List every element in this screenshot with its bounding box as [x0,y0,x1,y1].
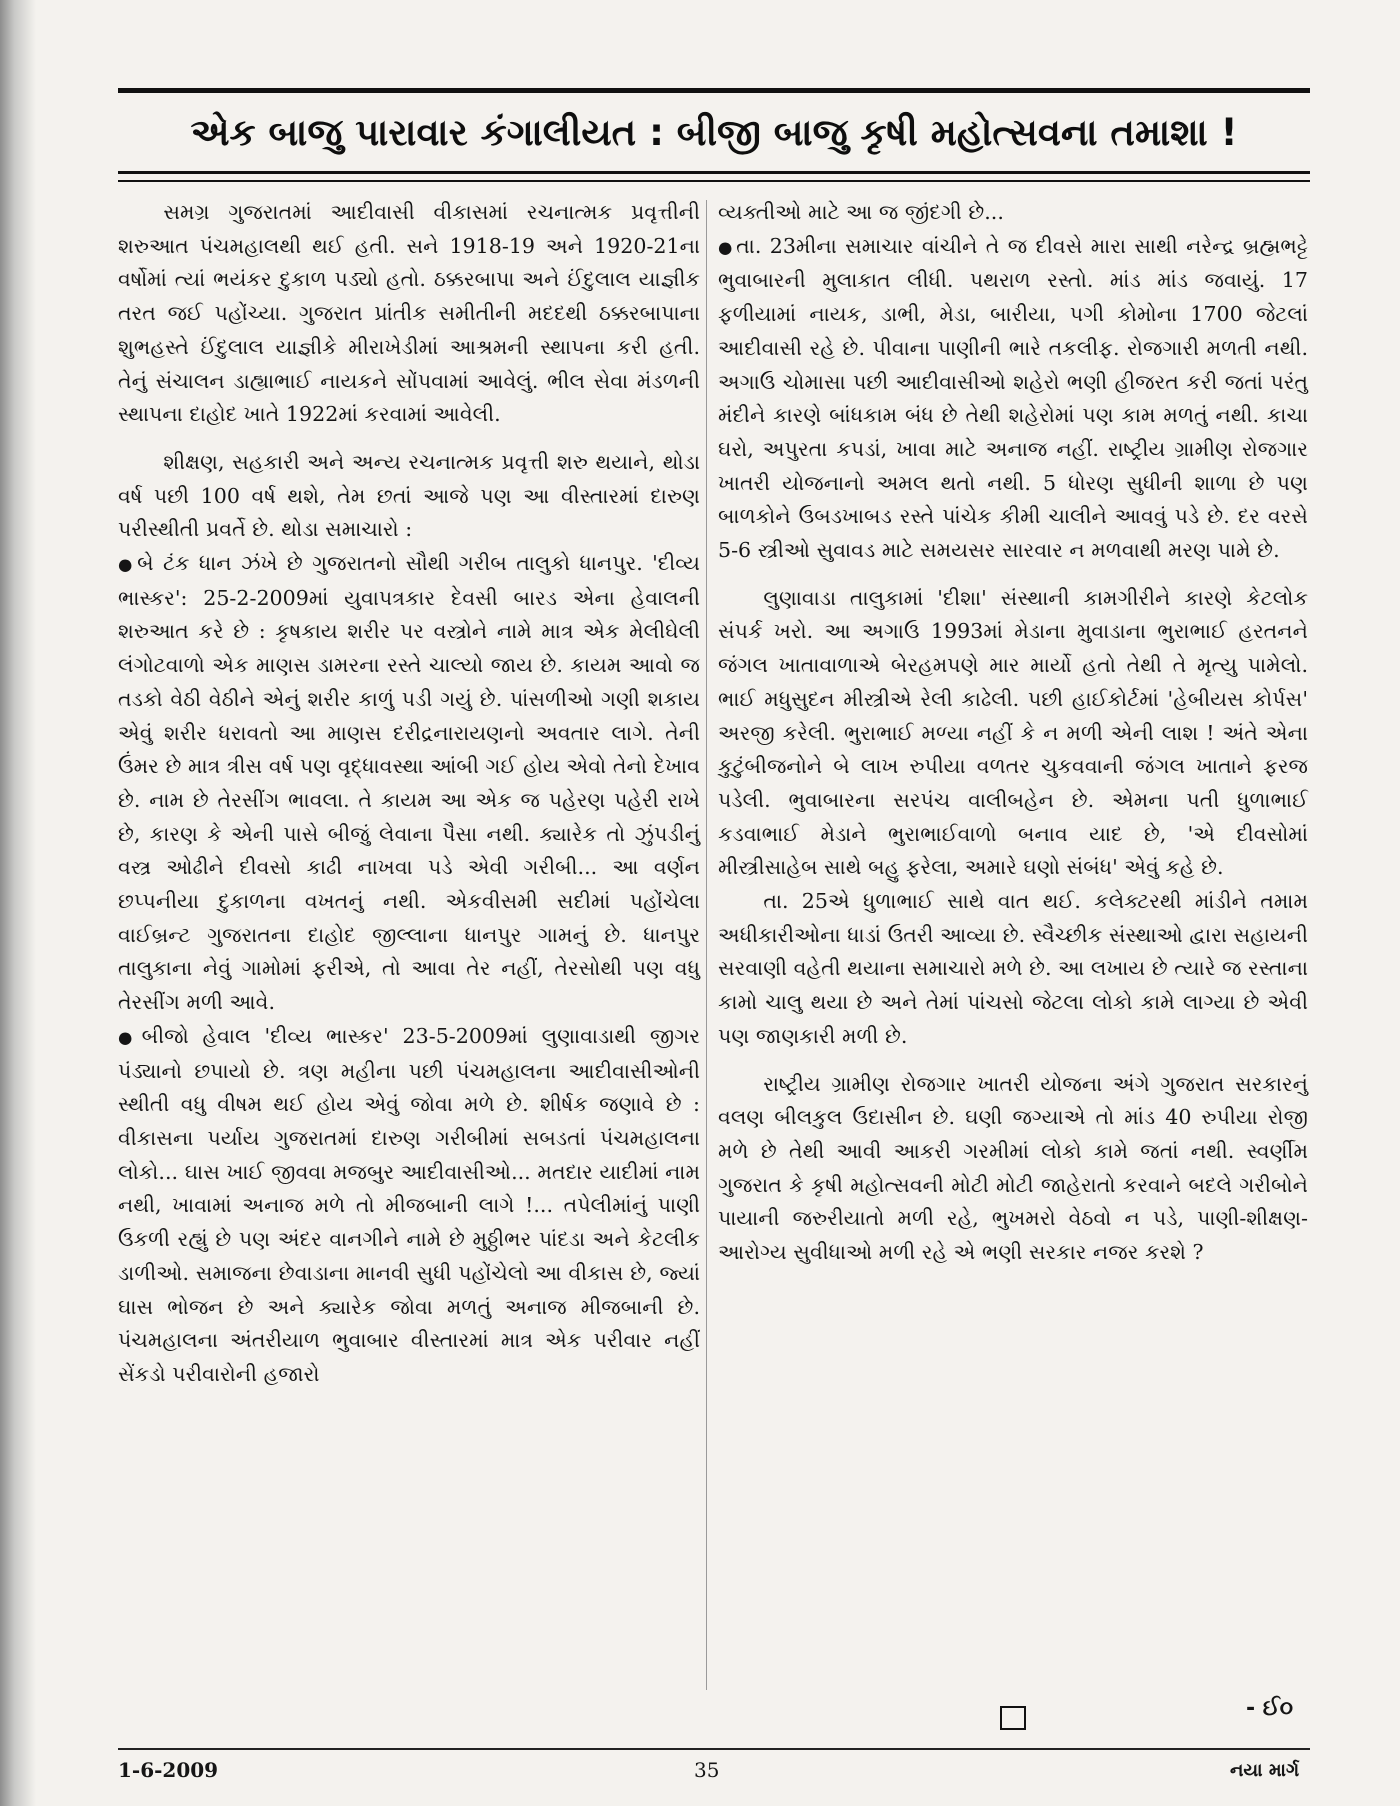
headline: એક બાજુ પારાવાર કંગાલીયત : બીજી બાજુ કૃષી મહોત્સવના તમાશા ! [190,111,1238,154]
bullet-paragraph [118,547,700,1020]
page-number: 35 [694,1758,720,1782]
bullet-paragraph [118,1020,700,1392]
right-column [718,196,1308,1270]
left-column [118,196,700,1392]
paragraph: લુણાવાડા તાલુકામાં 'દીશા' સંસ્થાની કામગીરીને કારણે કેટલોક સંપર્ક ખરો. આ અગાઉ 1993માં મેડાના મુવાડાના ભુરાભાઈ હરતનને જંગલ ખાતાવાળાએ બેરહમપણે માર માર્યો હતો તેથી તે મૃત્યુ પામેલો. ભાઈ મધુસુદન મીસ્ત્રીએ રેલી કાઢેલી. પછી હાઈકોર્ટમાં 'હેબીયસ કોર્પસ' અરજી કરેલી. ભુરાભાઈ મળ્યા નહીં કે ન મળી એની લાશ ! અંતે એના કુટુંબીજનોને બે લાખ રુપીયા વળતર ચુકવવાની જંગલ ખાતાને ફરજ પડેલી. ભુવાબારના સરપંચ વાલીબહેન છે. એમના પતી ધુળાભાઈ કડવાભાઈ મેડાને ભુરાભાઈવાળો બનાવ યાદ છે, 'એ દીવસોમાં મીસ્ત્રીસાહેબ સાથે બહુ ફરેલા, અમારે ઘણો સંબંધ' એવું કહે છે. [718,585,1308,880]
paragraph: તા. 25એ ધુળાભાઈ સાથે વાત થઈ. કલેક્ટરથી માંડીને તમામ અધીકારીઓના ધાડાં ઉતરી આવ્યા છે. સ્વૈચ્છીક સંસ્થાઓ દ્વારા સહાયની સરવાણી વહેતી થયાના સમાચારો મળે છે. આ લખાય છે ત્યારે જ રસ્તાના કામો ચાલુ થયા છે અને તેમાં પાંચસો જેટલા લોકો કામે લાગ્યા છે એવી પણ જાણકારી મળી છે. [718,889,1308,1048]
footer-date: 1-6-2009 [118,1758,219,1782]
bullet-icon [118,1024,142,1048]
column-divider [706,200,707,1690]
byline: - ઈ૦ [1246,1696,1294,1721]
bullet-paragraph [718,230,1308,568]
paragraph: શીક્ષણ, સહકારી અને અન્ય રચનાત્મક પ્રવૃત્તી શરુ થયાને, થોડા વર્ષ પછી 100 વર્ષ થશે, તેમ છતાં આજે પણ આ વીસ્તારમાં દારુણ પરીસ્થીતી પ્રવર્તે છે. થોડા સમાચારો : [118,449,700,542]
headline-top-rule [118,88,1310,93]
paragraph: વ્યક્તીઓ માટે આ જ જીંદગી છે... [718,200,1004,224]
headline-bottom-rule-thin [118,180,1310,182]
magazine-name: નયા માર્ગ [1230,1760,1300,1781]
scan-edge-shadow [0,0,36,1806]
footer-rule [118,1748,1310,1750]
bullet-text: બે ટંક ધાન ઝંખે છે ગુજરાતનો સૌથી ગરીબ તાલુકો ધાનપુર. 'દીવ્ય ભાસ્કર': 25-2-2009માં યુવાપત્રકાર દેવસી બારડ એના હેવાલની શરુઆત કરે છે : કૃષકાય શરીર પર વસ્ત્રોને નામે માત્ર એક મેલીઘેલી લંગોટવાળો એક માણસ ડામરના રસ્તે ચાલ્યો જાય છે. કાયમ આવો જ તડકો વેઠી વેઠીને એનું શરીર કાળું પડી ગયું છે. પાંસળીઓ ગણી શકાય એવું શરીર ધરાવતો આ માણસ દરીદ્રનારાયણનો અવતાર લાગે. તેની ઉંમર છે માત્ર ત્રીસ વર્ષ પણ વૃદ્ધાવસ્થા આંબી ગઈ હોય એવો તેનો દેખાવ છે. નામ છે તેરસીંગ ભાવલા. તે કાયમ આ એક જ પહેરણ પહેરી રાખે છે, કારણ કે એની પાસે બીજું લેવાના પૈસા નથી. ક્યારેક તો ઝુંપડીનું વસ્ત્ર ઓઢીને દીવસો કાઢી નાખવા પડે એવી ગરીબી... આ વર્ણન છપ્પનીયા દુકાળના વખતનું નથી. એકવીસમી સદીમાં પહોંચેલા વાઈબ્રન્ટ ગુજરાતના દાહોદ જીલ્લાના ધાનપુર ગામનું છે. ધાનપુર તાલુકાના નેવું ગામોમાં ફરીએ, તો આવા તેર નહીં, તેરસોથી પણ વધુ તેરસીંગ મળી આવે. [118,551,700,1015]
bullet-text: તા. 23મીના સમાચાર વાંચીને તે જ દીવસે મારા સાથી નરેન્દ્ર બ્રહ્મભટ્ટે ભુવાબારની મુલાકાત લીધી. પથરાળ રસ્તો. માંડ માંડ જવાયું. 17 ફળીયામાં નાયક, ડાભી, મેડા, બારીયા, પગી કોમોના 1700 જેટલાં આદીવાસી રહે છે. પીવાના પાણીની ભારે તકલીફ. રોજગારી મળતી નથી. અગાઉ ચોમાસા પછી આદીવાસીઓ શહેરો ભણી હીજરત કરી જતાં પરંતુ મંદીને કારણે બાંધકામ બંધ છે તેથી શહેરોમાં પણ કામ મળતું નથી. કાચા ઘરો, અપુરતા કપડાં, ખાવા માટે અનાજ નહીં. રાષ્ટ્રીય ગ્રામીણ રોજગાર ખાતરી યોજનાનો અમલ થતો નથી. 5 ધોરણ સુધીની શાળા છે પણ બાળકોને ઉબડખાબડ રસ્તે પાંચેક કીમી ચાલીને આવવું પડે છે. દર વરસે 5-6 સ્ત્રીઓ સુવાવડ માટે સમયસર સારવાર ન મળવાથી મરણ પામે છે. [718,233,1308,563]
paragraph: સમગ્ર ગુજરાતમાં આદીવાસી વીકાસમાં રચનાત્મક પ્રવૃત્તીની શરુઆત પંચમહાલથી થઈ હતી. સને 1918-19 અને 1920-21ના વર્ષોમાં ત્યાં ભયંકર દુકાળ પડ્યો હતો. ઠક્કરબાપા અને ઈંદુલાલ યાજ્ઞીક તરત જઈ પહોંચ્યા. ગુજરાત પ્રાંતીક સમીતીની મદદથી ઠક્કરબાપાના શુભહસ્તે ઈંદુલાલ યાજ્ઞીકે મીરાખેડીમાં આશ્રમની સ્થાપના કરી હતી. તેનું સંચાલન ડાહ્યાભાઈ નાયકને સોંપવામાં આવેલું. ભીલ સેવા મંડળની સ્થાપના દાહોદ ખાતે 1922માં કરવામાં આવેલી. [118,200,700,427]
bullet-text: બીજો હેવાલ 'દીવ્ય ભાસ્કર' 23-5-2009માં લુણાવાડાથી જીગર પંડ્યાનો છપાયો છે. ત્રણ મહીના પછી પંચમહાલના આદીવાસીઓની સ્થીતી વધુ વીષમ થઈ હોય એવું જોવા મળે છે. શીર્ષક જણાવે છે : વીકાસના પર્યાય ગુજરાતમાં દારુણ ગરીબીમાં સબડતાં પંચમહાલના લોકો... ઘાસ ખાઈ જીવવા મજબુર આદીવાસીઓ... મતદાર યાદીમાં નામ નથી, ખાવામાં અનાજ મળે તો મીજબાની લાગે !... તપેલીમાંનું પાણી ઉકળી રહ્યું છે પણ અંદર વાનગીને નામે છે મુઠ્ઠીભર પાંદડા અને કેટલીક ડાળીઓ. સમાજના છેવાડાના માનવી સુધી પહોંચેલો આ વીકાસ છે, જ્યાં ઘાસ ભોજન છે અને ક્યારેક જોવા મળતું અનાજ મીજબાની છે. પંચમહાલના અંતરીયાળ ભુવાબાર વીસ્તારમાં માત્ર એક પરીવાર નહીં સેંકડો પરીવારોની હજારો [118,1023,700,1386]
bullet-icon [718,234,736,258]
paragraph: રાષ્ટ્રીય ગ્રામીણ રોજગાર ખાતરી યોજના અંગે ગુજરાત સરકારનું વલણ બીલકુલ ઉદાસીન છે. ઘણી જગ્યાએ તો માંડ 40 રુપીયા રોજી મળે છે તેથી આવી આકરી ગરમીમાં લોકો કામે જતાં નથી. સ્વર્ણીમ ગુજરાત કે કૃષી મહોત્સવની મોટી મોટી જાહેરાતો કરવાને બદલે ગરીબોને પાયાની જરુરીયાતો મળી રહે, ભુખમરો વેઠવો ન પડે, પાણી-શીક્ષણ-આરોગ્ય સુવીધાઓ મળી રહે એ ભણી સરકાર નજર કરશે ? [718,1071,1308,1265]
end-mark-icon [1000,1706,1026,1730]
headline-bottom-rule [118,171,1310,174]
bullet-icon [118,551,137,575]
